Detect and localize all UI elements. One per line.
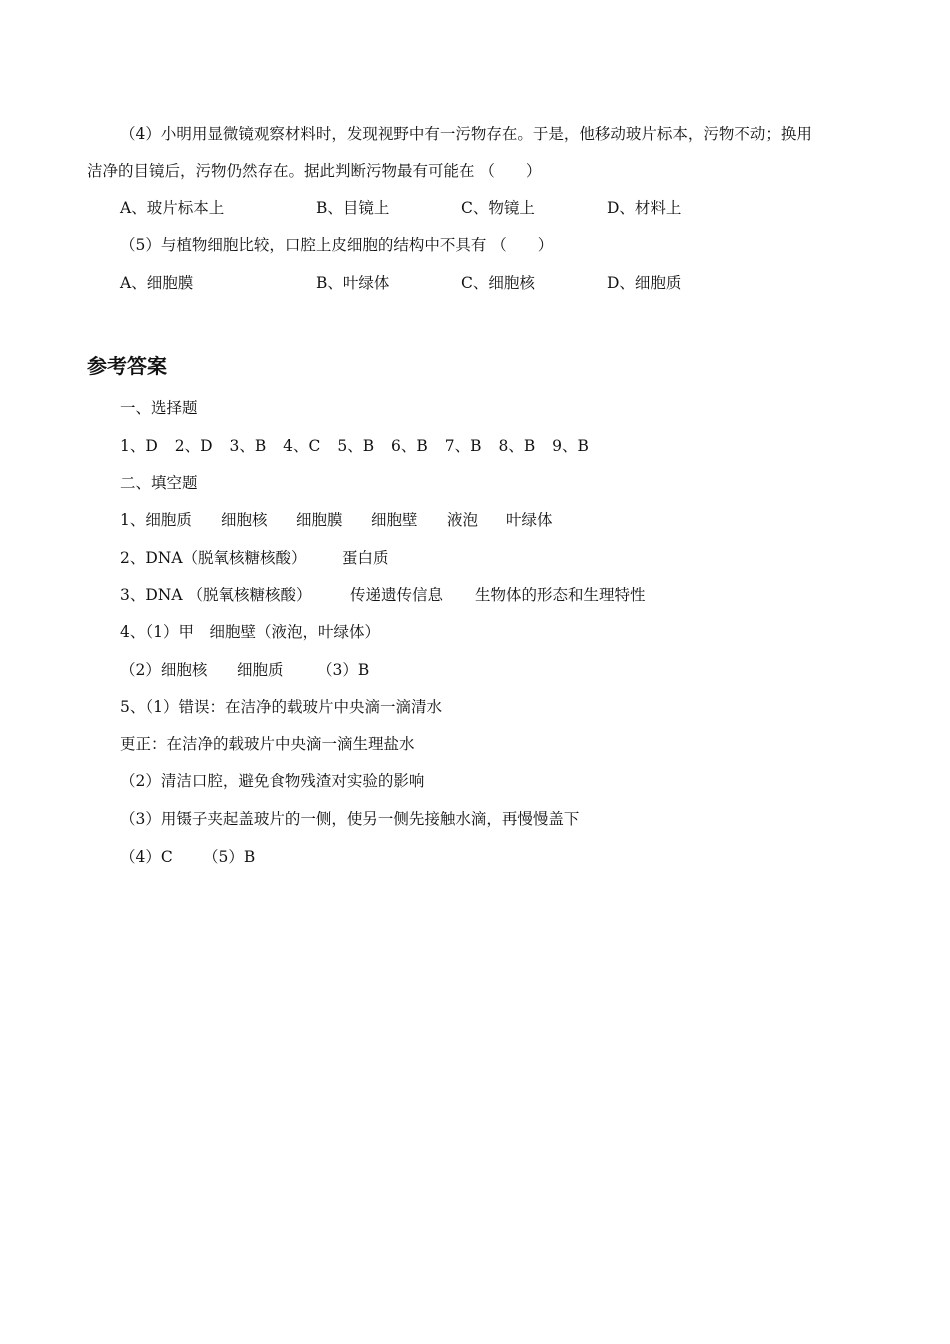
mc-answer: 2、D bbox=[174, 437, 213, 455]
mc-answer: 6、B bbox=[391, 437, 428, 455]
fill-5-line-2: 更正：在洁净的载玻片中央滴一滴生理盐水 bbox=[120, 735, 415, 753]
fill-4-item: 细胞质 bbox=[237, 661, 284, 679]
fill-3-item: 传递遗传信息 bbox=[350, 586, 444, 604]
mc-answer: 7、B bbox=[444, 437, 482, 455]
section-fill-blank: 二、填空题 bbox=[120, 474, 198, 492]
q4-option-d: D、材料上 bbox=[607, 199, 682, 217]
mc-answer: 3、B bbox=[229, 437, 267, 455]
fill-4-item: （3）B bbox=[317, 661, 370, 679]
fill-2-item: 2、DNA（脱氧核糖核酸） bbox=[120, 549, 307, 567]
fill-5-line-1: 5、（1）错误：在洁净的载玻片中央滴一滴清水 bbox=[120, 698, 442, 716]
mc-answers-row bbox=[120, 436, 589, 456]
fill-1-item: 叶绿体 bbox=[506, 511, 553, 529]
fill-1-item: 细胞壁 bbox=[371, 511, 418, 529]
mc-answer: 4、C bbox=[283, 437, 321, 455]
fill-5-item: （5）B bbox=[203, 848, 256, 866]
fill-4-item: （2）细胞核 bbox=[120, 661, 208, 679]
mc-answer: 1、D bbox=[120, 437, 158, 455]
mc-answer: 5、B bbox=[337, 437, 375, 455]
q5-option-b: B、叶绿体 bbox=[316, 274, 390, 292]
fill-1-item: 1、细胞质 bbox=[120, 511, 192, 529]
fill-5-line-3: （2）清洁口腔，避免食物残渣对实验的影响 bbox=[120, 772, 425, 790]
q4-option-b: B、目镜上 bbox=[316, 199, 390, 217]
q4-option-c: C、物镜上 bbox=[461, 199, 535, 217]
fill-4-line-1: 4、（1）甲 细胞壁（液泡，叶绿体） bbox=[120, 623, 380, 641]
q5-option-d: D、细胞质 bbox=[607, 274, 682, 292]
fill-1-item: 细胞膜 bbox=[296, 511, 343, 529]
fill-3-item: 生物体的形态和生理特性 bbox=[475, 586, 646, 604]
section-multiple-choice: 一、选择题 bbox=[120, 399, 198, 417]
q5-option-c: C、细胞核 bbox=[461, 274, 535, 292]
answers-title: 参考答案 bbox=[87, 354, 167, 378]
question-4-line-2: 洁净的目镜后，污物仍然存在。据此判断污物最有可能在 （ ） bbox=[87, 162, 542, 180]
q4-option-a: A、玻片标本上 bbox=[120, 199, 225, 217]
fill-5-line-4: （3）用镊子夹起盖玻片的一侧，使另一侧先接触水滴，再慢慢盖下 bbox=[120, 810, 580, 828]
mc-answer: 9、B bbox=[552, 437, 589, 455]
mc-answer: 8、B bbox=[498, 437, 536, 455]
fill-2-item: 蛋白质 bbox=[342, 549, 389, 567]
q5-option-a: A、细胞膜 bbox=[120, 274, 194, 292]
fill-3-item: 3、DNA （脱氧核糖核酸） bbox=[120, 586, 312, 604]
fill-1-item: 细胞核 bbox=[221, 511, 268, 529]
fill-1-item: 液泡 bbox=[447, 511, 479, 529]
fill-5-item: （4）C bbox=[120, 848, 173, 866]
question-5-line: （5）与植物细胞比较，口腔上皮细胞的结构中不具有 （ ） bbox=[120, 236, 554, 254]
question-4-line-1: （4）小明用显微镜观察材料时，发现视野中有一污物存在。于是，他移动玻片标本，污物不动；换用 bbox=[120, 125, 812, 143]
